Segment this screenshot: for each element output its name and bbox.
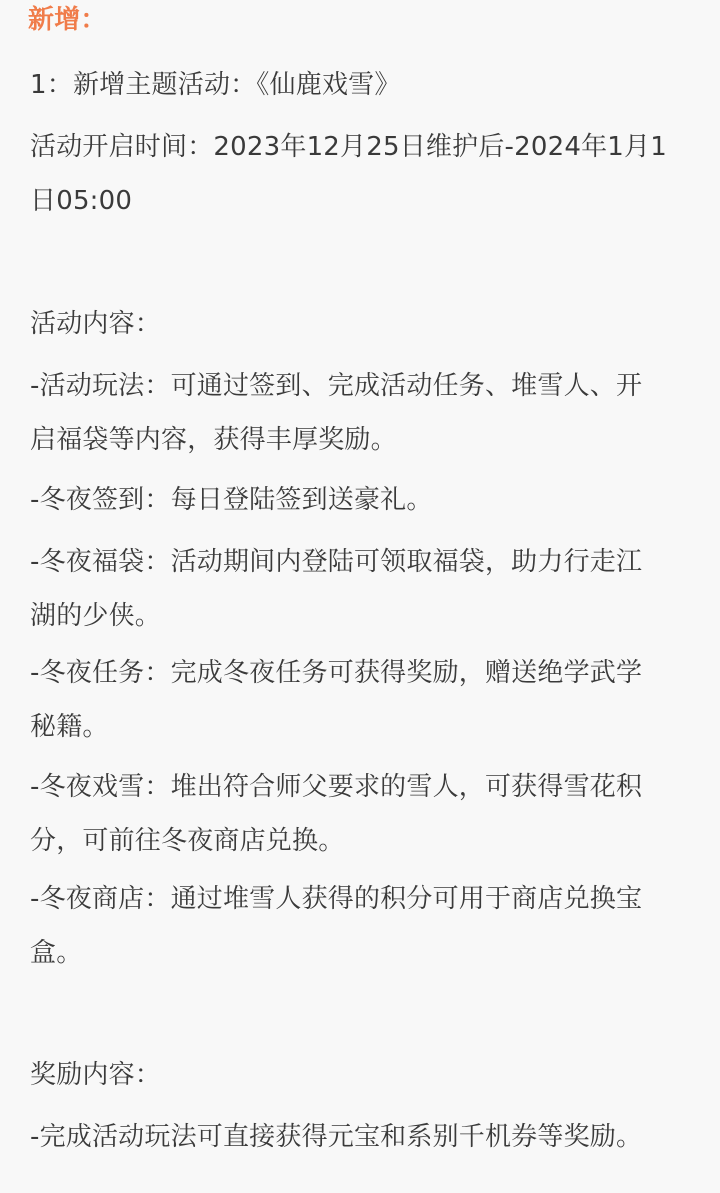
text-line: 启福袋等内容，获得丰厚奖励。 — [30, 425, 397, 455]
text-line: 活动开启时间：2023年12月25日维护后-2024年1月1 — [30, 132, 667, 162]
text-line: -冬夜福袋：活动期间内登陆可领取福袋，助力行走江 — [30, 547, 643, 577]
text-line: -冬夜签到：每日登陆签到送豪礼。 — [30, 485, 433, 515]
text-line: 秘籍。 — [30, 712, 109, 742]
text-line: -冬夜戏雪：堆出符合师父要求的雪人，可获得雪花积 — [30, 772, 643, 802]
text-line: 湖的少侠。 — [30, 601, 162, 631]
text-line: -冬夜商店：通过堆雪人获得的积分可用于商店兑换宝 — [30, 884, 643, 914]
section-heading: 新增： — [28, 5, 107, 35]
text-line: 盒。 — [30, 938, 83, 968]
text-line: -完成活动玩法可直接获得元宝和系别千机券等奖励。 — [30, 1122, 643, 1152]
text-line: 奖励内容： — [30, 1060, 162, 1090]
text-line: 分，可前往冬夜商店兑换。 — [30, 826, 345, 856]
text-line: -冬夜任务：完成冬夜任务可获得奖励，赠送绝学武学 — [30, 658, 643, 688]
text-line: 日05:00 — [30, 186, 133, 216]
text-line: -活动玩法：可通过签到、完成活动任务、堆雪人、开 — [30, 371, 643, 401]
text-line: 活动内容： — [30, 309, 162, 339]
text-line: 1：新增主题活动：《仙鹿戏雪》 — [30, 70, 401, 100]
